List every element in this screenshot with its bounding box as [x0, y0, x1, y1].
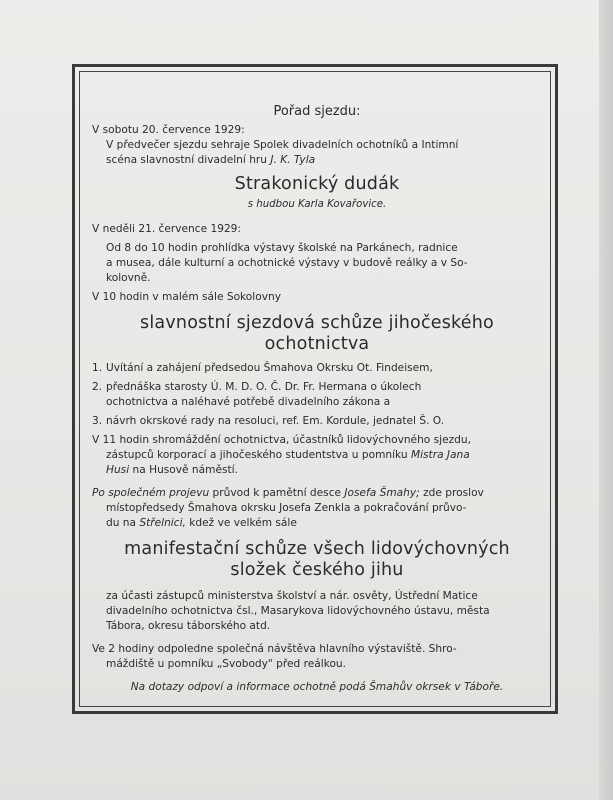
p4-italic-3: Střelnici, [139, 517, 186, 529]
sunday-p4-line-1 [92, 486, 542, 501]
agenda-item-2-line-2: ochotnictva a naléhavé potřebě divadelního zákona a [106, 396, 391, 408]
sunday-p5-line-2: divadelního ochotnictva čsl., Masarykova lidovýchovného ústavu, města [106, 605, 490, 617]
sunday-p3-line-2 [92, 448, 542, 463]
p4-text-2: zde proslov [419, 487, 484, 499]
author-name: J. K. Tyla [270, 154, 316, 166]
saturday-line-1: V předvečer sjezdu sehraje Spolek divadelních ochotníků a Intimní [106, 139, 459, 151]
sunday-p3-line-3-text: na Husově náměstí. [129, 464, 238, 476]
play-music-credit: s hudbou Karla Kovařovice. [247, 199, 387, 210]
agenda-item-3-number: 3. [92, 415, 103, 427]
sunday-p6-line-1: Ve 2 hodiny odpoledne společná návštěva hlavního výstaviště. Shro- [92, 643, 457, 655]
p4-text-1: průvod k pamětní desce [209, 487, 345, 499]
p4-text-3: du na [106, 517, 140, 529]
paper-edge [599, 0, 613, 800]
monument-name-part-2: Husi [106, 464, 130, 476]
sunday-date: V neděli 21. července 1929: [92, 223, 241, 235]
saturday-line-2 [92, 153, 542, 168]
sunday-p1-line-1: Od 8 do 10 hodin prohlídka výstavy školské na Parkánech, radnice [106, 242, 458, 254]
sunday-p4-line-3 [92, 516, 542, 531]
saturday-line-2-text: scéna slavnostní divadelní hru [106, 154, 271, 166]
sunday-p1-line-3: kolovně. [106, 272, 151, 284]
sunday-p2: V 10 hodin v malém sále Sokolovny [92, 291, 281, 303]
p4-italic-2: Josefa Šmahy; [344, 487, 420, 499]
monument-name-part-1: Mistra Jana [410, 449, 470, 461]
agenda-item-2 [92, 380, 542, 410]
meeting-title-line-2: ochotnictva [264, 334, 370, 354]
saturday-date: V sobotu 20. července 1929: [92, 124, 245, 136]
agenda-item-2-line-1: přednáška starosty Ú. M. D. O. Č. Dr. Fr. Hermana o úkolech [106, 381, 422, 393]
program-content [92, 104, 542, 695]
meeting-title-line-1: slavnostní sjezdová schůze jihočeského [140, 313, 494, 333]
p4-italic-1: Po společném projevu [92, 487, 210, 499]
sunday-p1-line-2: a musea, dále kulturní a ochotnické výstavy v budově reálky a v So- [106, 257, 468, 269]
agenda-item-3-text: návrh okrskové rady na resoluci, ref. Em. Kordule, jednatel Š. O. [106, 415, 445, 427]
footer-contact: Na dotazy odpoví a informace ochotně podá Šmahův okrsek v Táboře. [130, 681, 504, 693]
sunday-p4-line-2: místopředsedy Šmahova okrsku Josefa Zenkla a pokračování průvo- [106, 502, 467, 514]
sunday-p3-line-2-text: zástupců korporací a jihočeského studentstva u pomníku [106, 449, 411, 461]
agenda-item-1-text: Uvítání a zahájení předsedou Šmahova Okrsku Ot. Findeisem, [106, 362, 433, 374]
sunday-p5-line-3: Tábora, okresu táborského atd. [106, 620, 271, 632]
agenda-item-2-number: 2. [92, 381, 103, 393]
p4-text-4: kdež ve velkém sále [185, 517, 297, 529]
agenda-item-1-number: 1. [92, 362, 103, 374]
sunday-p3-line-3 [92, 463, 542, 478]
sunday-p5-line-1: za účasti zástupců ministerstva školství a nár. osvěty, Ústřední Matice [106, 590, 478, 602]
manifest-title-line-2: složek českého jihu [230, 560, 404, 580]
agenda-item-3 [92, 414, 542, 429]
agenda-item-1 [92, 361, 542, 376]
manifest-title-line-1: manifestační schůze všech lidovýchovných [124, 539, 510, 559]
sunday-p3-line-1: V 11 hodin shromáždění ochotnictva, účastníků lidovýchovného sjezdu, [92, 434, 471, 446]
sunday-p6-line-2: máždiště u pomníku „Svobody" před reálkou. [106, 658, 347, 670]
program-heading: Pořad sjezdu: [273, 104, 361, 119]
play-title: Strakonický dudák [234, 174, 400, 194]
